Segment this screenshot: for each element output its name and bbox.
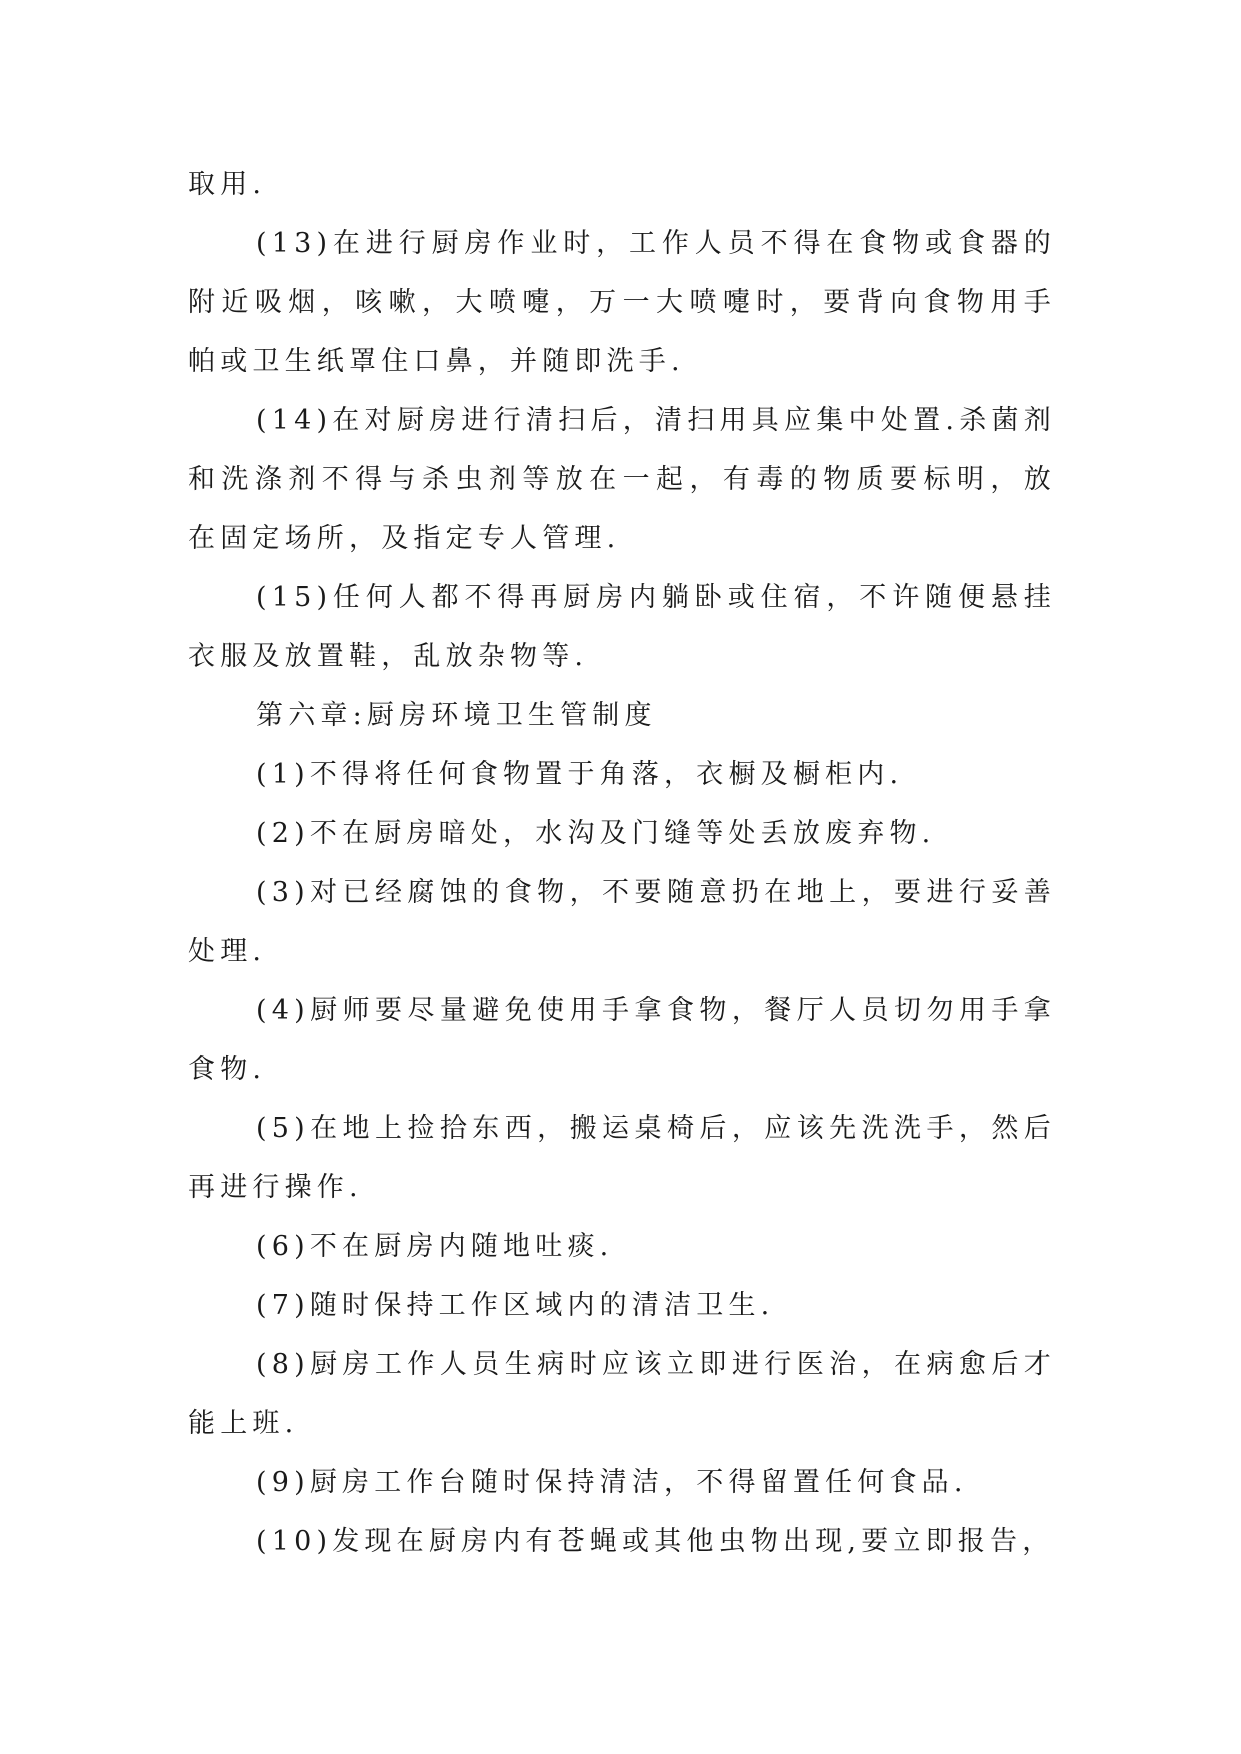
document-body: [188, 155, 1056, 1571]
paragraph-continuation: 取用.: [188, 169, 267, 200]
paragraph-item-6: (6)不在厨房内随地吐痰.: [256, 1231, 614, 1262]
paragraph-item-5: (5)在地上捡拾东西，搬运桌椅后，应该先洗洗手，然后再进行操作.: [188, 1113, 1056, 1203]
paragraph-item-3: (3)对已经腐蚀的食物，不要随意扔在地上，要进行妥善处理.: [188, 877, 1056, 967]
paragraph-item-15: (15)任何人都不得再厨房内躺卧或住宿，不许随便悬挂衣服及放置鞋，乱放杂物等.: [188, 582, 1056, 672]
paragraph-item-10: (10)发现在厨房内有苍蝇或其他虫物出现,要立即报告，: [256, 1526, 1055, 1557]
paragraph-item-8: (8)厨房工作人员生病时应该立即进行医治，在病愈后才能上班.: [188, 1349, 1056, 1439]
paragraph-item-13: (13)在进行厨房作业时，工作人员不得在食物或食器的附近吸烟，咳嗽，大喷嚏，万一大喷嚏时，要背向食物用手帕或卫生纸罩住口鼻，并随即洗手.: [188, 228, 1056, 377]
paragraph-item-1: (1)不得将任何食物置于角落，衣橱及橱柜内.: [256, 759, 904, 790]
paragraph-item-7: (7)随时保持工作区域内的清洁卫生.: [256, 1290, 775, 1321]
paragraph-item-14: (14)在对厨房进行清扫后，清扫用具应集中处置.杀菌剂和洗涤剂不得与杀虫剂等放在一起，有毒的物质要标明，放在固定场所，及指定专人管理.: [188, 405, 1056, 554]
chapter-heading: 第六章:厨房环境卫生管制度: [256, 700, 657, 731]
paragraph-item-2: (2)不在厨房暗处，水沟及门缝等处丢放废弃物.: [256, 818, 936, 849]
paragraph-item-9: (9)厨房工作台随时保持清洁，不得留置任何食品.: [256, 1467, 968, 1498]
paragraph-item-4: (4)厨师要尽量避免使用手拿食物，餐厅人员切勿用手拿食物.: [188, 995, 1056, 1085]
